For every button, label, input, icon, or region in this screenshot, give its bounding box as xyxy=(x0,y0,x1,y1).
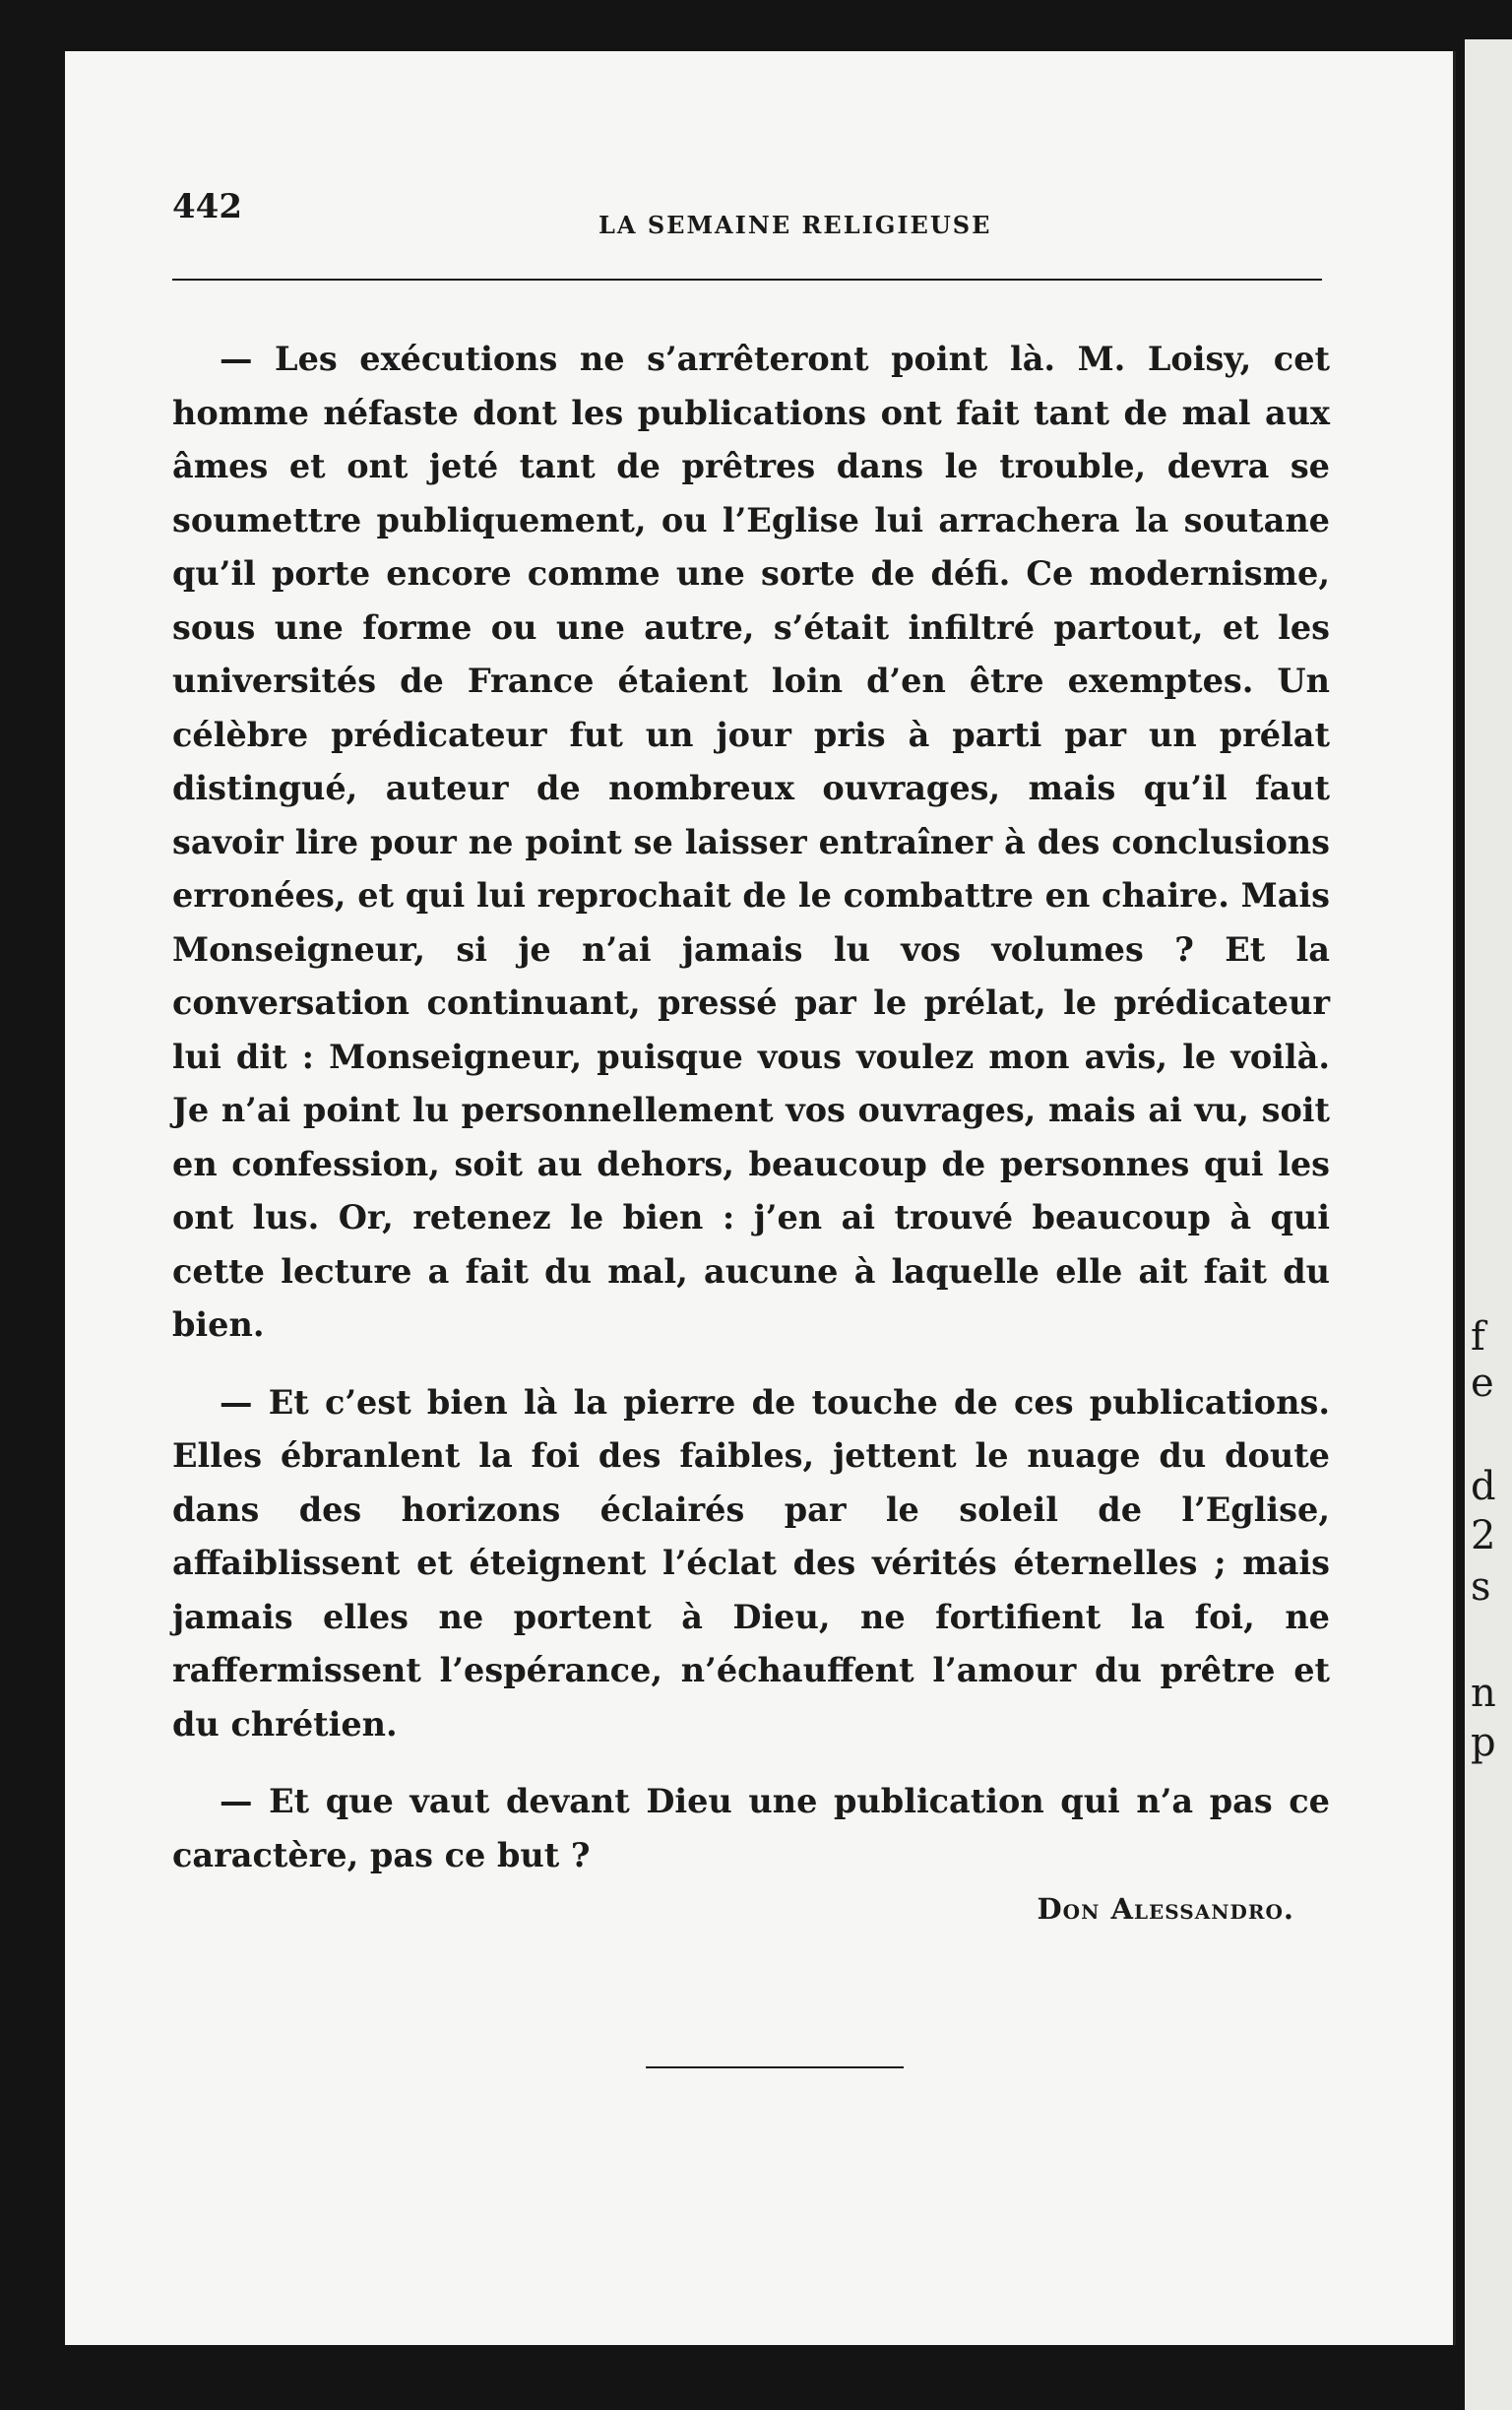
facing-page-fragment: f xyxy=(1471,1314,1485,1360)
signature-text: Don Alessandro. xyxy=(1037,1892,1294,1926)
facing-page-fragment: s xyxy=(1471,1564,1491,1610)
facing-page-fragment: p xyxy=(1471,1720,1496,1765)
facing-page-fragment: n xyxy=(1471,1671,1496,1716)
facing-page-fragment: e xyxy=(1471,1361,1494,1406)
facing-page-fragment: d xyxy=(1471,1464,1496,1509)
page-header xyxy=(172,187,1324,276)
paragraph: — Et c’est bien là la pierre de touche de ces publications. Elles ébranlent la foi des faibles, jettent le nuage du doute dans des horizons éclairés par le soleil de l’Eglise, affaiblissent et éteignent l’éclat des vérités éternelles ; mais jamais elles ne portent à Dieu, ne fortifient la foi, ne raffermissent l’espérance, n’échauffent l’amour du prêtre et du chrétien. xyxy=(172,1382,1330,1744)
article-body xyxy=(172,333,1330,1934)
signature xyxy=(172,1884,1330,1934)
paragraph: — Les exécutions ne s’arrêteront point là. M. Loisy, cet homme néfaste dont les publications ont fait tant de mal aux âmes et ont jeté tant de prêtres dans le trouble, devra se soumettre publiquement, ou l’Eglise lui arrachera la soutane qu’il porte encore comme une sorte de défi. Ce modernisme, sous une forme ou une autre, s’était infiltré partout, et les universités de France étaient loin d’en être exemptes. Un célèbre prédicateur fut un jour pris à parti par un prélat distingué, auteur de nombreux ouvrages, mais qu’il faut savoir lire pour ne point se laisser entraîner à des conclusions erronées, et qui lui reprochait de le combattre en chaire. Mais Monseigneur, si je n’ai jamais lu vos volumes ? Et la conversation continuant, pressé par le prélat, le prédicateur lui dit : Monseigneur, puisque vous voulez mon avis, le voilà. Je n’ai point lu personnellement vos ouvrages, mais ai vu, soit en confession, soit au dehors, beaucoup de personnes qui les ont lus. Or, retenez le bien : j’en ai trouvé beaucoup à qui cette lecture a fait du mal, aucune à laquelle elle ait fait du bien. xyxy=(172,340,1330,1344)
running-title: LA SEMAINE RELIGIEUSE xyxy=(598,211,992,239)
facing-page-edge xyxy=(1465,39,1512,2410)
end-rule xyxy=(646,2066,904,2068)
page-number: 442 xyxy=(172,187,242,226)
facing-page-fragment: 2 xyxy=(1471,1513,1496,1558)
header-rule xyxy=(172,279,1322,281)
paragraph: — Et que vaut devant Dieu une publication qui n’a pas ce caractère, pas ce but ? xyxy=(172,1782,1330,1874)
